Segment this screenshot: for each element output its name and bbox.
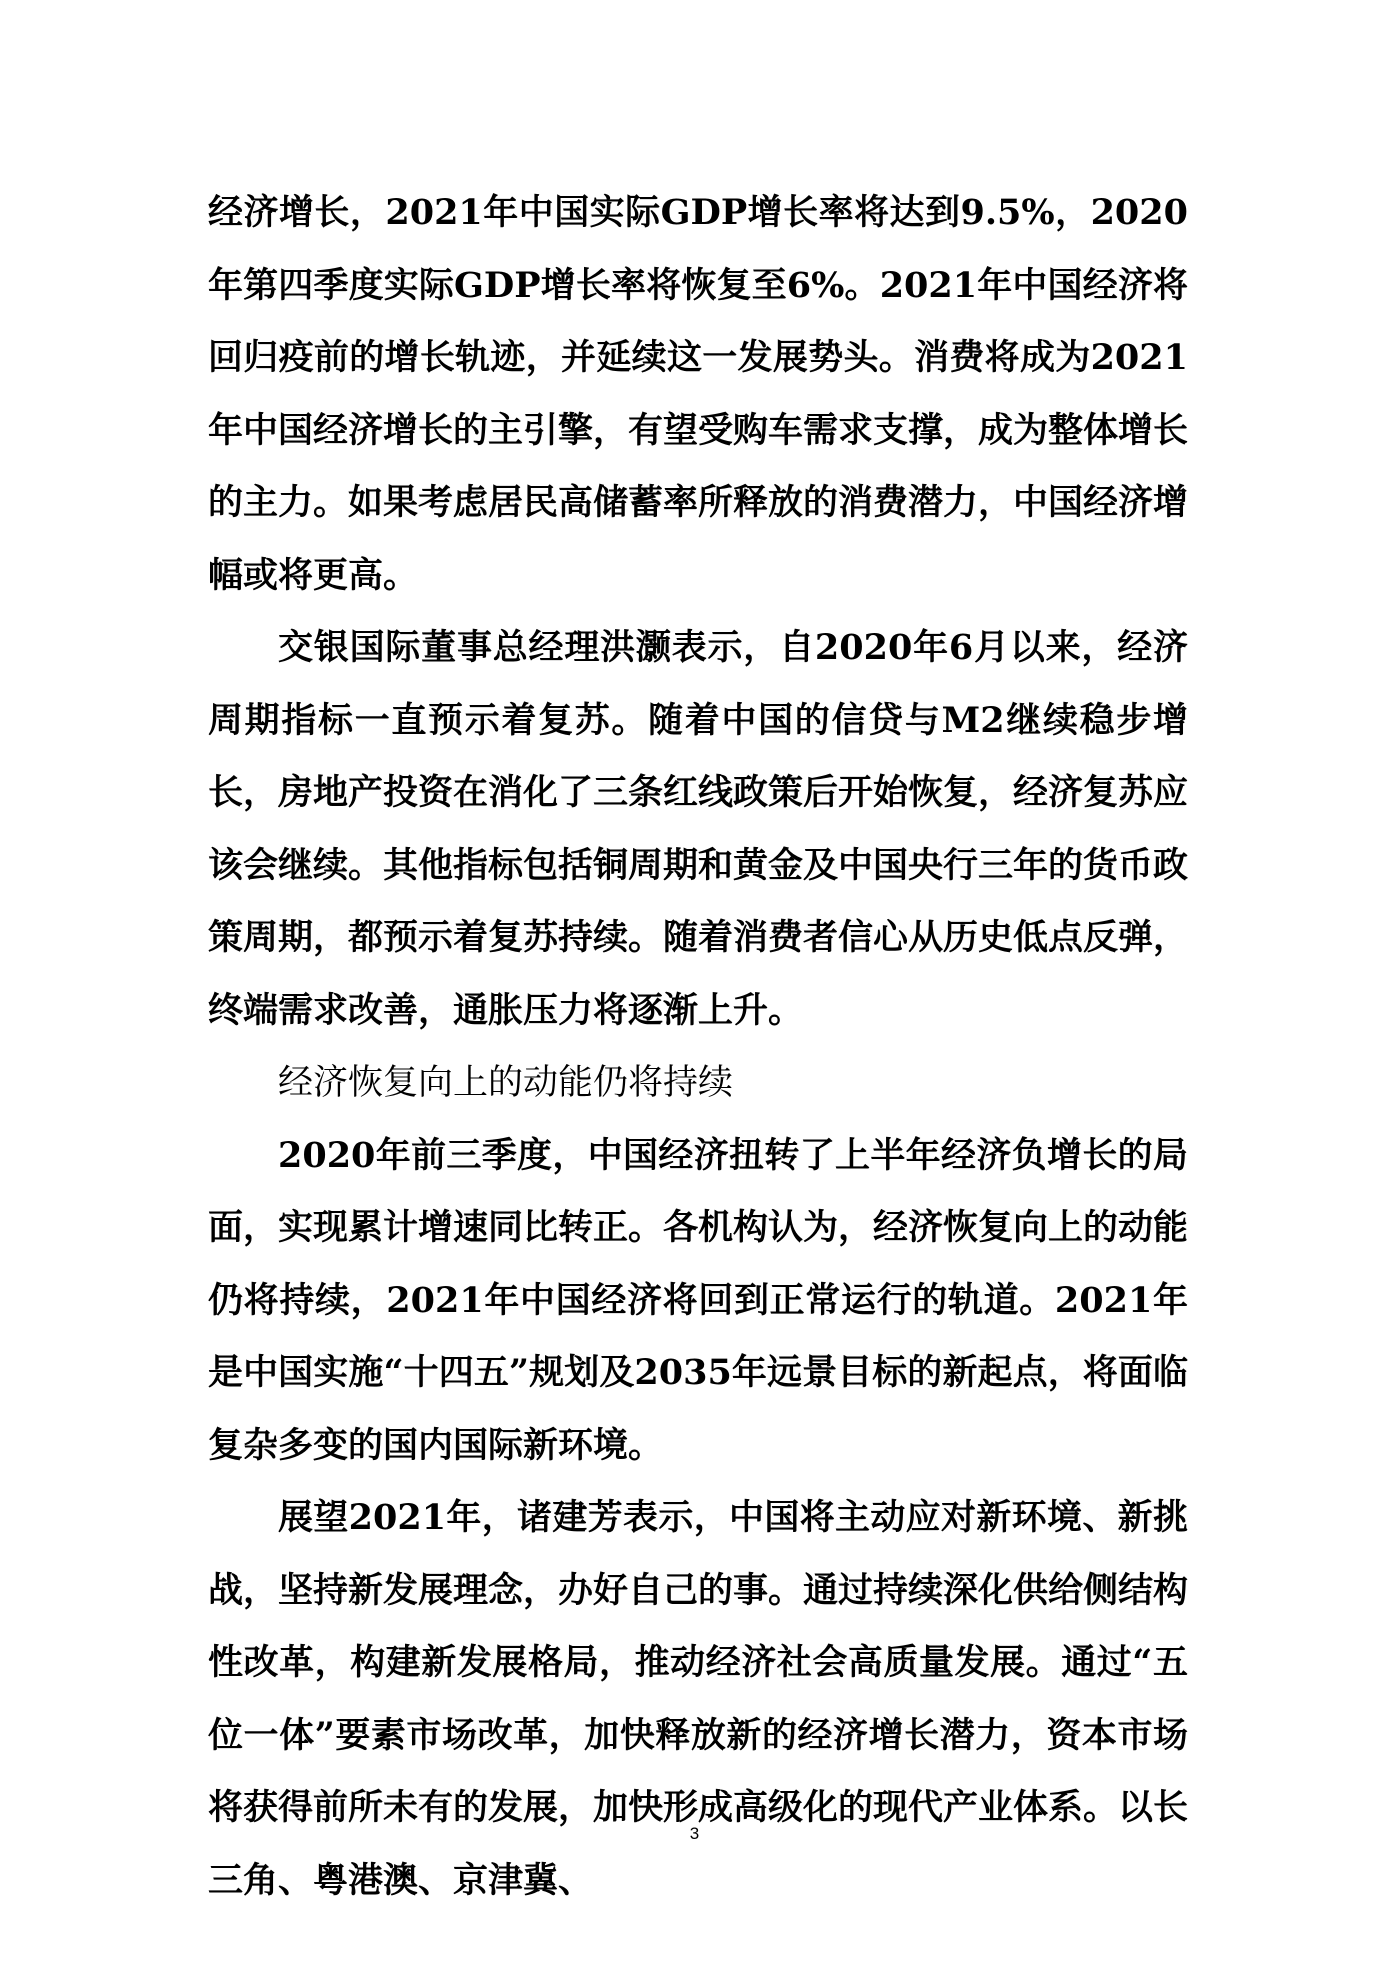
paragraph-2: 交银国际董事总经理洪灏表示，自2020年6月以来，经济周期指标一直预示着复苏。随着中国的信贷与M2继续稳步增长，房地产投资在消化了三条红线政策后开始恢复，经济复苏应该会继续。其他指标包括铜周期和黄金及中国央行三年的货币政策周期，都预示着复苏持续。随着消费者信心从历史低点反弹，终端需求改善，通胀压力将逐渐上升。 — [208, 627, 1189, 1031]
paragraph-3: 2020年前三季度，中国经济扭转了上半年经济负增长的局面，实现累计增速同比转正。各机构认为，经济恢复向上的动能仍将持续，2021年中国经济将回到正常运行的轨道。2021年是中国实施“十四五”规划及2035年远景目标的新起点，将面临复杂多变的国内国际新环境。 — [208, 1134, 1189, 1466]
page-number: 3 — [689, 1824, 700, 1843]
paragraph-1: 经济增长，2021年中国实际GDP增长率将达到9.5%，2020年第四季度实际GDP增长率将恢复至6%。2021年中国经济将回归疫前的增长轨迹，并延续这一发展势头。消费将成为2021年中国经济增长的主引擎，有望受购车需求支撑，成为整体增长的主力。如果考虑居民高储蓄率所释放的消费潜力，中国经济增幅或将更高。 — [208, 192, 1189, 596]
body-text — [208, 177, 1188, 1917]
paragraph-4: 展望2021年，诸建芳表示，中国将主动应对新环境、新挑战，坚持新发展理念，办好自己的事。通过持续深化供给侧结构性改革，构建新发展格局，推动经济社会高质量发展。通过“五位一体”要素市场改革，加快释放新的经济增长潜力，资本市场将获得前所未有的发展，加快形成高级化的现代产业体系。以长三角、粤港澳、京津冀、 — [208, 1497, 1189, 1901]
section-heading: 经济恢复向上的动能仍将持续 — [278, 1063, 734, 1103]
